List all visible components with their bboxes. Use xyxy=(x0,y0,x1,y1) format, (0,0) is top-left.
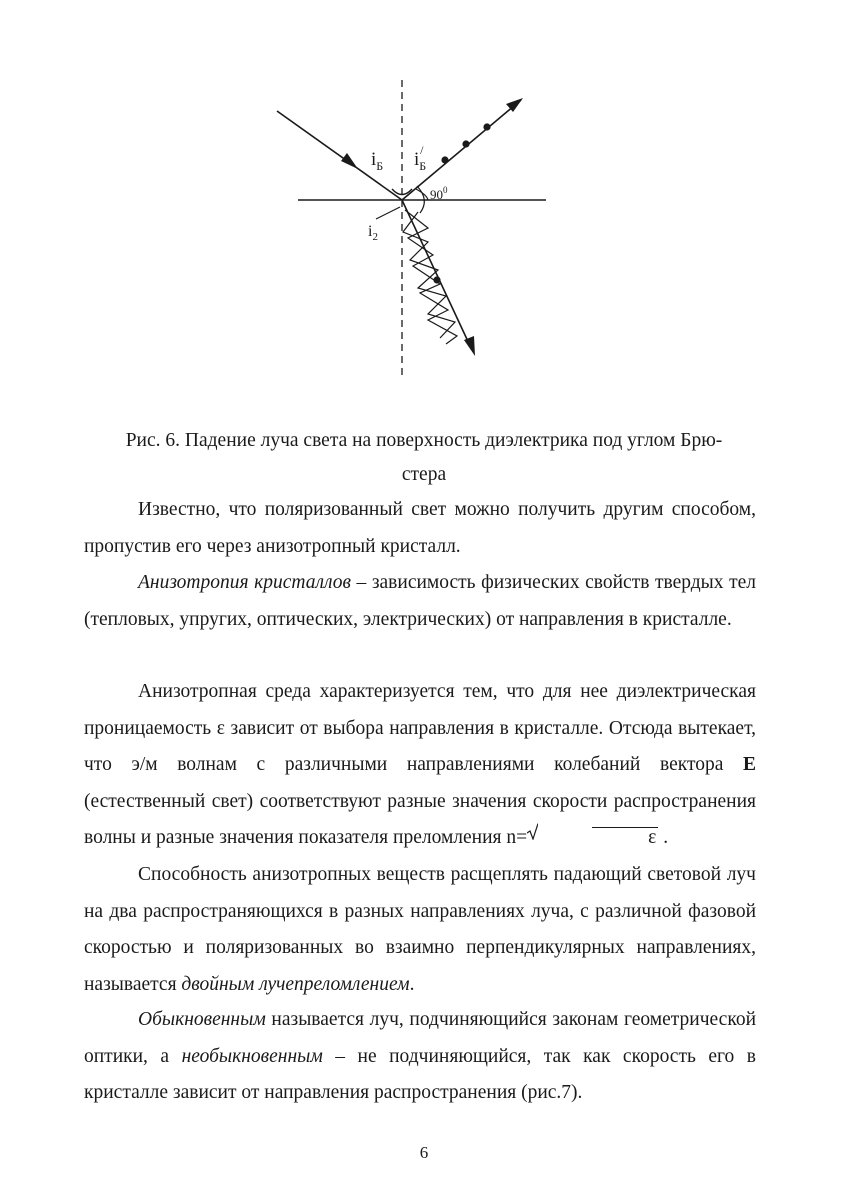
paragraph-ordinary-extraordinary xyxy=(84,1002,756,1112)
right-angle-label: $90^0$ xyxy=(430,185,448,202)
refracted-angle-tick xyxy=(376,207,400,219)
paragraph-text: называется луч, подчиняющийся законам геометрической оптики, а xyxy=(84,1009,756,1067)
incident-ray-arrowhead xyxy=(341,153,358,169)
term-crystal-anisotropy: Анизотропия кристаллов xyxy=(138,572,351,593)
incident-ray xyxy=(277,111,402,200)
refracted-angle-label: $i_2$ xyxy=(368,223,378,243)
paragraph-text: (естественный свет) соответствуют разные значения скорости распространения волны и разные значения показателя преломления n= xyxy=(84,790,756,848)
paragraph-text: Анизотропная среда характеризуется тем, что для нее диэлектрическая проницаемость ε зависит от выбора направления в кристалле. Отсюда вытекает, что э/м волнам с различными направлениями колебаний вектора xyxy=(84,681,756,775)
polarization-dot xyxy=(441,156,448,163)
figure-caption xyxy=(92,424,756,492)
term-extraordinary: необыкновенным xyxy=(181,1045,323,1067)
refracted-ray-arrowhead xyxy=(464,336,475,356)
radical-sign xyxy=(527,823,538,840)
incident-angle-label: $i_Б$ xyxy=(371,149,384,173)
paragraph-text: . xyxy=(658,827,669,848)
reflected-angle-label: $i_Б/$ xyxy=(414,143,427,173)
paragraph-birefringence xyxy=(84,857,756,1003)
radicand: ε xyxy=(592,827,658,848)
paragraph-text: Способность анизотропных веществ расщеплять падающий световой луч на два распространяющихся в разных направлениях луча, с различной фазовой скоростью и поляризованных во взаимно перпендикулярных направлениях, называется xyxy=(84,864,756,995)
paragraph-crystal-anisotropy xyxy=(84,565,756,638)
polarization-dot xyxy=(483,123,490,130)
vector-e-symbol: E xyxy=(742,754,756,775)
reflected-angle-arc xyxy=(416,189,428,200)
paragraph-text: – зависимость физических свойств твердых тел (тепловых, упругих, оптических, электрических) от направления в кристалле. xyxy=(84,572,757,630)
paragraph-text: . xyxy=(409,973,415,995)
polarization-dot xyxy=(462,140,469,147)
square-root-expression xyxy=(527,820,658,857)
paragraph-text: – не подчиняющийся, так как скорость его в кристалле зависит от направления распространения (рис.7). xyxy=(84,1045,756,1103)
caption-line-1: Рис. 6. Падение луча света на поверхность диэлектрика под углом Брю- xyxy=(125,430,723,451)
paragraph-text: Известно, что поляризованный свет можно получить другим способом, пропустив его через анизотропный кристалл. xyxy=(84,499,756,557)
refracted-ray xyxy=(402,200,472,350)
term-ordinary: Обыкновенным xyxy=(138,1009,266,1030)
caption-line-2: стера xyxy=(401,464,447,485)
polarization-dot xyxy=(433,276,440,283)
brewster-angle-figure xyxy=(0,0,848,400)
term-birefringence: двойным лучепреломлением xyxy=(181,973,410,995)
paragraph-anisotropic-medium xyxy=(84,674,756,857)
paragraph-polarized-light xyxy=(84,492,756,565)
page-number: 6 xyxy=(419,1143,429,1162)
